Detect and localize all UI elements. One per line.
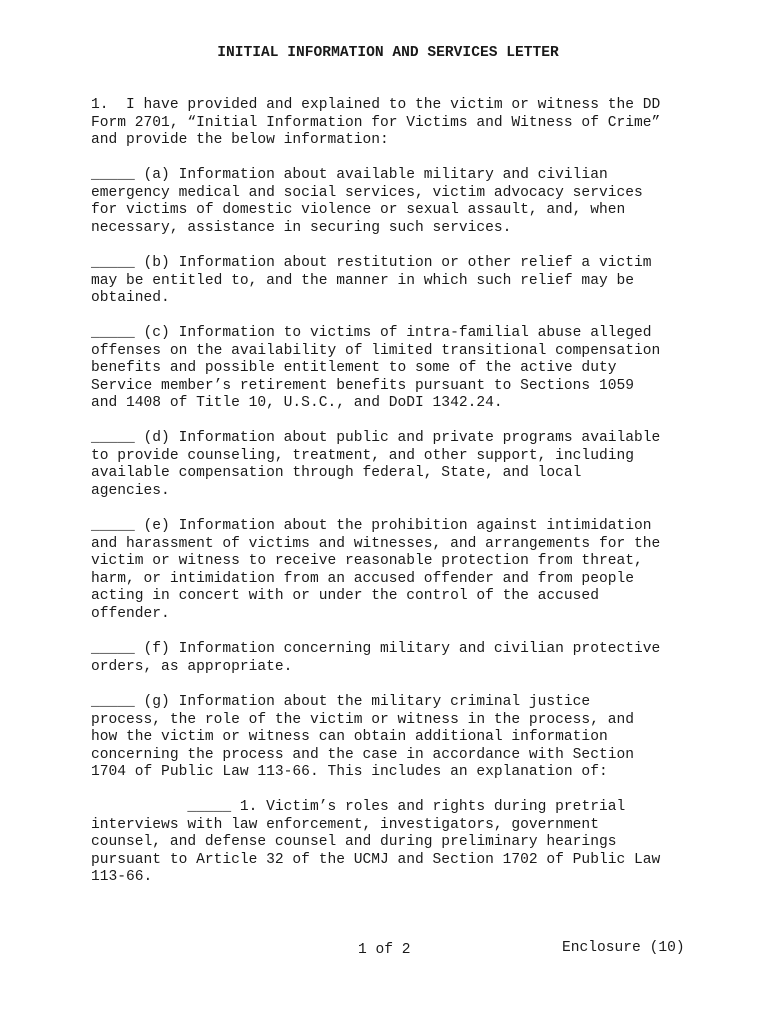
checklist-item-d: _____ (d) Information about public and private programs available to provide counseling, treatment, and other support, including available compensation through federal, State, and local agencies. xyxy=(91,430,661,499)
page-number: 1 of 2 xyxy=(358,942,411,958)
checklist-item-b: _____ (b) Information about restitution or other relief a victim may be entitled to, and the manner in which such relief may be obtained. xyxy=(91,255,652,307)
checklist-subitem-1: _____ 1. Victim’s roles and rights during pretrial interviews with law enforcement, investigators, government counsel, and defense counsel and during preliminary hearings pursuant to Article 32 of the UCMJ and Section 1702 of Public Law 113-66. xyxy=(91,799,661,886)
enclosure-label: Enclosure (10) xyxy=(562,940,685,956)
checklist-item-a: _____ (a) Information about available military and civilian emergency medical and social services, victim advocacy services for victims of domestic violence or sexual assault, and, when necessary, assistance in securing such services. xyxy=(91,167,643,236)
checklist-item-f: _____ (f) Information concerning military and civilian protective orders, as appropriate. xyxy=(91,641,661,675)
checklist-item-c: _____ (c) Information to victims of intra-familial abuse alleged offenses on the availability of limited transitional compensation benefits and possible entitlement to some of the active duty Service member’s retirement benefits pursuant to Sections 1059 and 1408 of Title 10, U.S.C., and DoDI 1342.24. xyxy=(91,325,661,412)
intro-paragraph: 1. I have provided and explained to the victim or witness the DD Form 2701, “Initial Information for Victims and Witness of Crime” and provide the below information: xyxy=(91,97,661,149)
document-title: INITIAL INFORMATION AND SERVICES LETTER xyxy=(217,45,559,61)
checklist-item-g: _____ (g) Information about the military criminal justice process, the role of the victim or witness in the process, and how the victim or witness can obtain additional information concerning the process and the case in accordance with Section 1704 of Public Law 113-66. This includes an explanation of: xyxy=(91,694,634,781)
checklist-item-e: _____ (e) Information about the prohibition against intimidation and harassment of victims and witnesses, and arrangements for the victim or witness to receive reasonable protection from threat, harm, or intimidation from an accused offender and from people acting in concert with or under the control of the accused offender. xyxy=(91,518,661,622)
